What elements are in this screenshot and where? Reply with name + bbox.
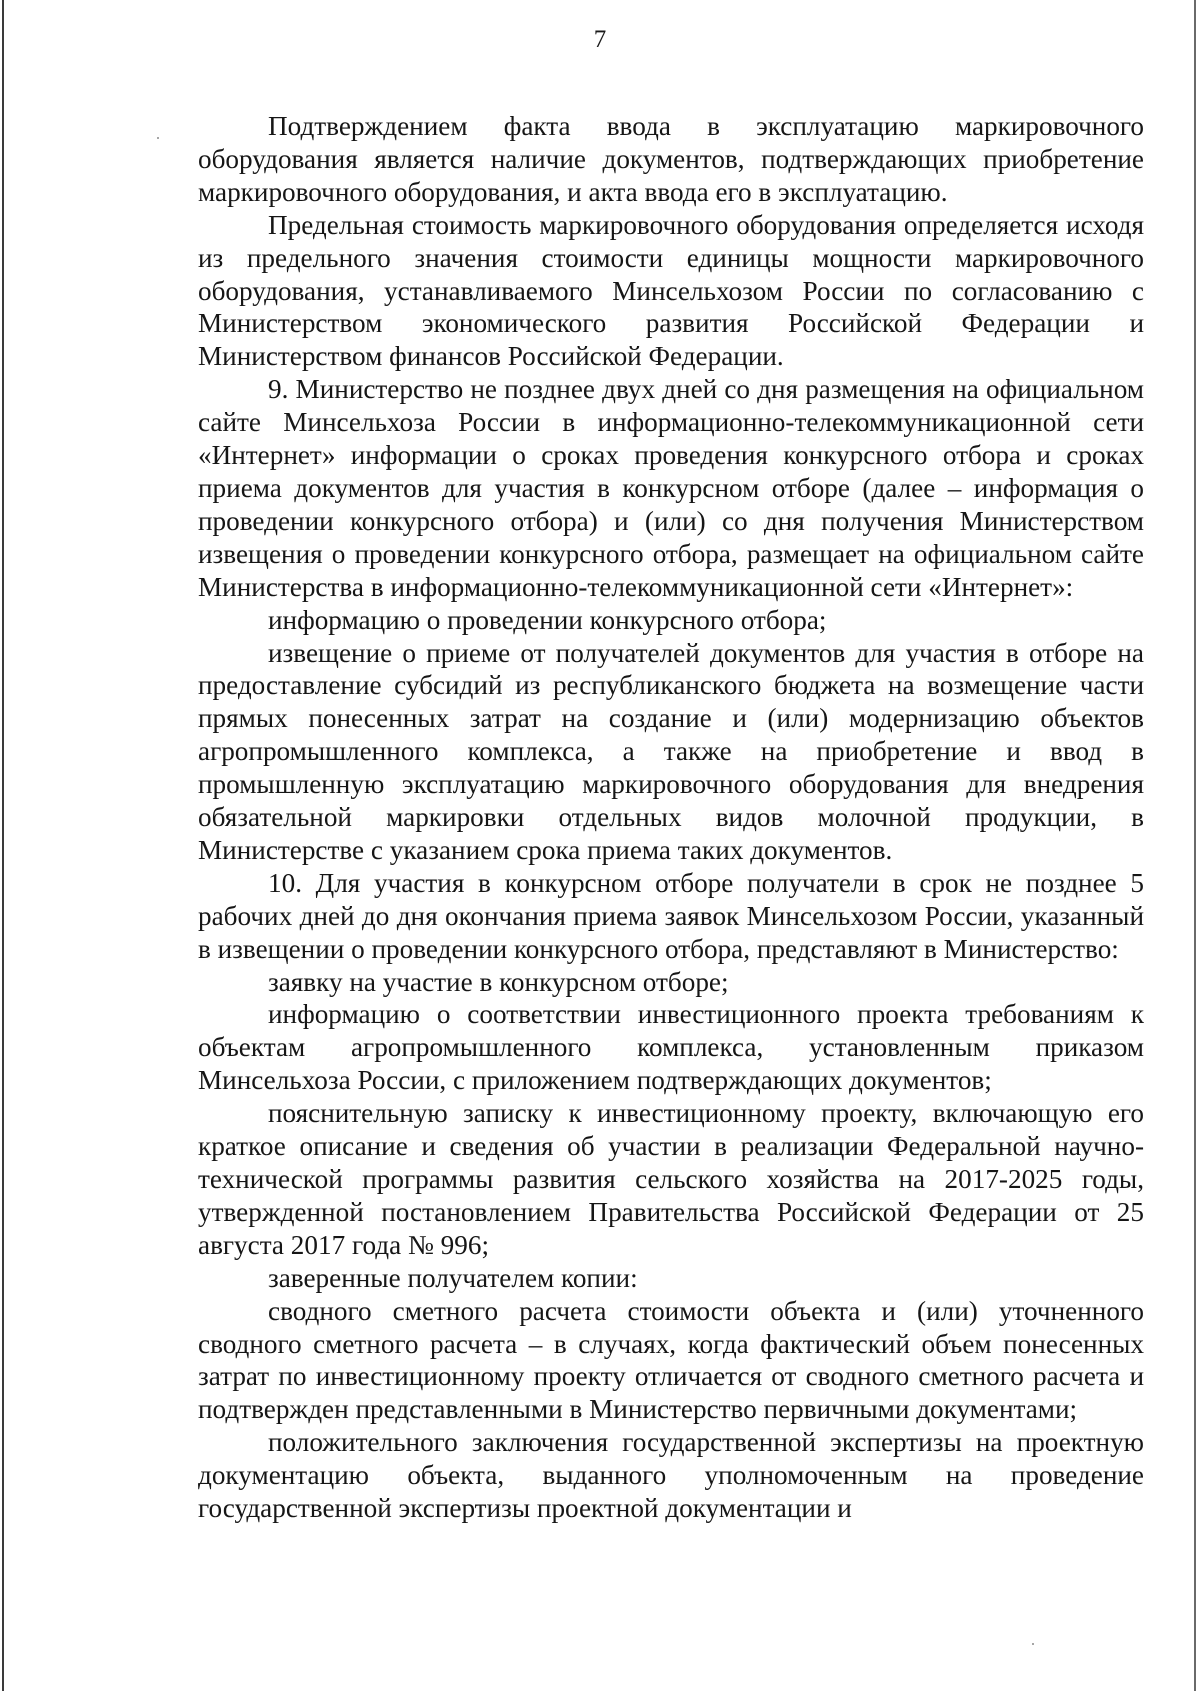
paragraph-equipment-max-cost: Предельная стоимость маркировочного оборудования определяется исходя из предельного значения стоимости единицы мощности маркировочного оборудования, устанавливаемого Минсельхозом России по согласованию с Министерством экономического развития Российской Федерации и Министерством финансов Российской Федерации. [198,209,1144,372]
page-number: 7 [593,26,607,53]
paragraph-compliance-info-item: информацию о соответствии инвестиционного проекта требованиям к объектам агропромышленного комплекса, установленным приказом Минсельхоза России, с приложением подтверждающих документов; [198,999,1144,1096]
scan-edge-left [2,0,4,1691]
paragraph-state-expertise-item: положительного заключения государственной экспертизы на проектную документацию объекта, выданного уполномоченным на проведение государственной экспертизы проектной документации и [198,1427,1144,1524]
scan-speck [157,137,159,139]
paragraph-notice-item: извещение о приеме от получателей документов для участия в отборе на предоставление субсидий из республиканского бюджета на возмещение части прямых понесенных затрат на создание и (или) модернизацию объектов агропромышленного комплекса, а также на приобретение и ввод в промышленную эксплуатацию маркировочного оборудования для внедрения обязательной маркировки отдельных видов молочной продукции, в Министерстве с указанием срока приема таких документов. [198,637,1144,865]
paragraph-equipment-commissioning-proof: Подтверждением факта ввода в эксплуатацию маркировочного оборудования является наличие документов, подтверждающих приобретение маркировочного оборудования, и акта ввода его в эксплуатацию. [198,111,1144,207]
paragraph-explanatory-note-item: пояснительную записку к инвестиционному проекту, включающую его краткое описание и сведения об участии в реализации Федеральной научно-технической программы развития сельского хозяйства на 2017-2025 годы, утвержденной постановлением Правительства Российской Федерации от 25 августа 2017 года № 996; [198,1098,1144,1260]
paragraph-application-item: заявку на участие в конкурсном отборе; [268,966,729,997]
paragraph-selection-info-item: информацию о проведении конкурсного отбора; [268,604,827,635]
scan-speck [1032,1643,1034,1645]
paragraph-cost-estimate-item: сводного сметного расчета стоимости объекта и (или) уточненного сводного сметного расчета – в случаях, когда фактический объем понесенных затрат по инвестиционному проекту отличается от сводного сметного расчета и подтвержден представленными в Министерство первичными документами; [198,1295,1144,1425]
scan-edge-right [1194,0,1196,1691]
document-body [198,110,1144,1525]
paragraph-clause-10: 10. Для участия в конкурсном отборе получатели в срок не позднее 5 рабочих дней до дня окончания приема заявок Минсельхозом России, указанный в извещении о проведении конкурсного отбора, представляют в Министерство: [198,867,1144,964]
paragraph-clause-9: 9. Министерство не позднее двух дней со дня размещения на официальном сайте Минсельхоза России в информационно-телекоммуникационной сети «Интернет» информации о сроках проведения конкурсного отбора и сроках приема документов для участия в конкурсном отборе (далее – информация о проведении конкурсного отбора) и (или) со дня получения Министерством извещения о проведении конкурсного отбора, размещает на официальном сайте Министерства в информационно-телекоммуникационной сети «Интернет»: [198,374,1144,602]
paragraph-certified-copies-item: заверенные получателем копии: [268,1262,638,1293]
